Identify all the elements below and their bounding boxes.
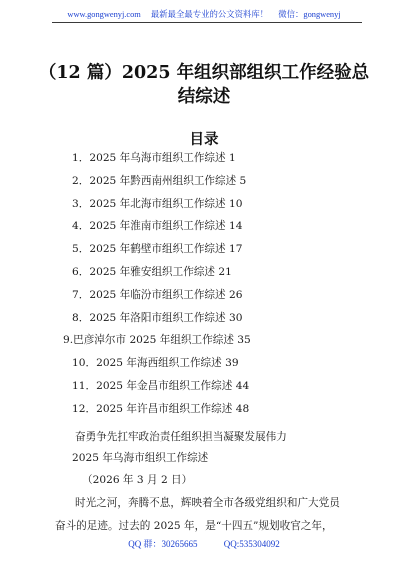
- toc-item: 6．2025 年雅安组织工作综述 21: [72, 265, 232, 278]
- header-wechat: 微信：gongwenyj: [278, 10, 341, 19]
- footer-qq: QQ:535304092: [223, 539, 280, 549]
- site-header: [0, 8, 408, 20]
- header-divider: [52, 22, 362, 23]
- toc-item: 7．2025 年临汾市组织工作综述 26: [72, 288, 243, 301]
- toc-item: 9.巴彦淖尔市 2025 年组织工作综述 35: [63, 334, 251, 347]
- paragraph-line-1: 时光之河，奔腾不息，辉映着全市各级党组织和广大党员: [75, 497, 340, 509]
- toc-heading: 目录: [189, 131, 219, 148]
- footer-qq-group: QQ 群：30265665: [128, 539, 198, 549]
- site-footer: [0, 537, 408, 550]
- document-title-line-1: （12 篇）2025 年组织部组织工作经验总: [38, 63, 370, 83]
- toc-item: 10．2025 年海西组织工作综述 39: [72, 357, 239, 370]
- article-date: （2026 年 3 月 2 日）: [82, 474, 193, 486]
- document-title: [0, 61, 408, 109]
- toc-item: 12．2025 年许昌市组织工作综述 48: [72, 402, 250, 415]
- table-of-contents: [63, 152, 372, 426]
- toc-item: 1．2025 年乌海市组织工作综述 1: [72, 152, 236, 164]
- toc-item: 4．2025 年淮南市组织工作综述 14: [72, 220, 243, 233]
- article-subtitle: 奋勇争先扛牢政治责任组织担当凝聚发展伟力: [75, 431, 287, 443]
- toc-item: 3．2025 年北海市组织工作综述 10: [72, 197, 243, 210]
- header-tagline: 最新最全最专业的公文资料库！: [150, 10, 269, 19]
- document-title-line-2: 结综述: [177, 87, 231, 107]
- header-website-link[interactable]: www.gongwenyj.com: [67, 10, 141, 19]
- paragraph-line-2: 奋斗的足迹。过去的 2025 年，是“十四五”规划收官之年，: [55, 520, 333, 532]
- article-title: 2025 年乌海市组织工作综述: [72, 452, 209, 464]
- toc-item: 8．2025 年洛阳市组织工作综述 30: [72, 311, 243, 324]
- toc-item: 5．2025 年鹤壁市组织工作综述 17: [72, 243, 243, 256]
- toc-item: 2．2025 年黔西南州组织工作综述 5: [72, 174, 247, 187]
- toc-item: 11．2025 年金昌市组织工作综述 44: [72, 379, 250, 392]
